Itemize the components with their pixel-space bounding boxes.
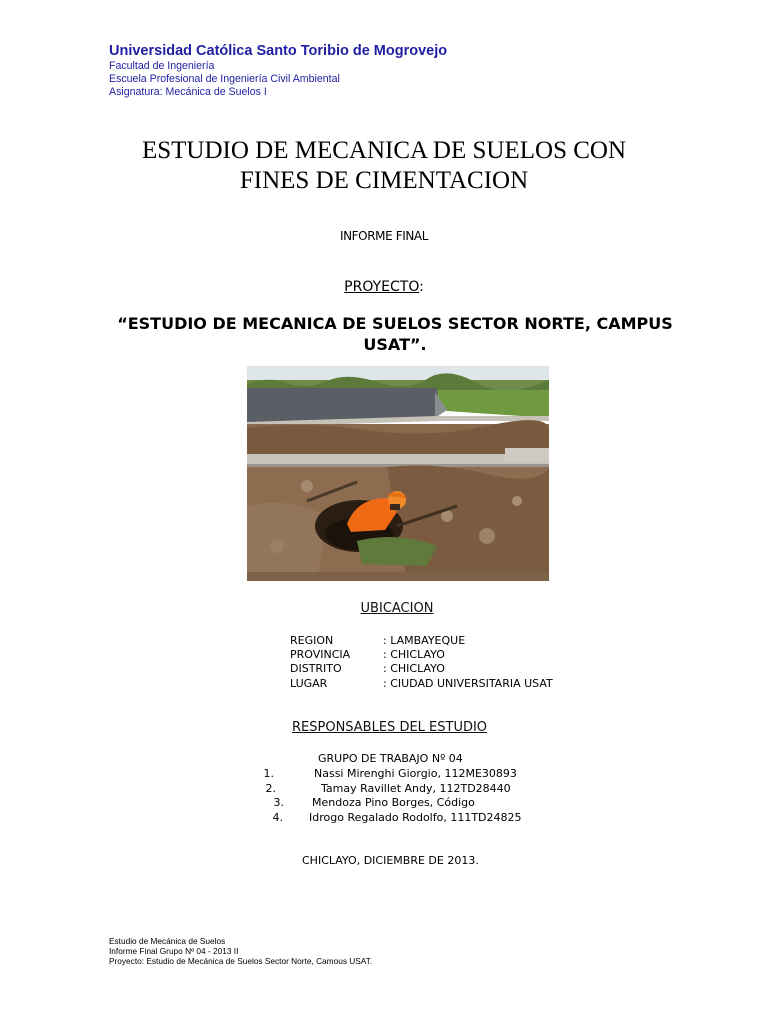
project-name-line-2: USAT”.	[363, 335, 427, 354]
location-key: LUGAR	[290, 677, 328, 690]
member-item	[253, 811, 522, 825]
title-line-2: FINES DE CIMENTACION	[239, 167, 529, 194]
document-title	[0, 136, 768, 196]
university-name: Universidad Católica Santo Toribio de Mogrovejo	[109, 43, 448, 59]
location-row-province	[290, 648, 445, 662]
location-value: : CHICLAYO	[383, 648, 445, 661]
project-label-colon: :	[419, 279, 424, 295]
member-number: 4.	[272, 811, 283, 824]
location-key: REGION	[290, 634, 334, 647]
location-value: : CHICLAYO	[383, 662, 445, 675]
title-line-1: ESTUDIO DE MECANICA DE SUELOS CON	[141, 137, 627, 164]
member-text: Tamay Ravillet Andy, 112TD28440	[321, 782, 511, 795]
member-number: 2.	[265, 782, 276, 795]
location-key: PROVINCIA	[290, 648, 351, 661]
project-label-text: PROYECTO	[344, 279, 420, 295]
location-heading: UBICACION	[360, 601, 434, 616]
school-name: Escuela Profesional de Ingeniería Civil Ambiental	[109, 73, 340, 85]
report-type: INFORME FINAL	[339, 229, 429, 243]
member-text: Idrogo Regalado Rodolfo, 111TD24825	[309, 811, 522, 824]
member-text: Mendoza Pino Borges, Código	[312, 796, 475, 809]
place-date: CHICLAYO, DICIEMBRE DE 2013.	[302, 854, 479, 867]
member-item	[254, 796, 475, 810]
responsibles-heading: RESPONSABLES DEL ESTUDIO	[292, 720, 488, 735]
footer-line-2: Informe Final Grupo Nº 04 - 2013 II	[109, 946, 239, 956]
site-photo	[247, 366, 549, 581]
location-value: : CIUDAD UNIVERSITARIA USAT	[383, 677, 553, 690]
footer-line-1: Estudio de Mecánica de Suelos	[109, 936, 226, 946]
member-number: 1.	[263, 767, 274, 780]
project-label	[0, 279, 768, 295]
member-item	[246, 782, 511, 796]
project-name-line-1: “ESTUDIO DE MECANICA DE SUELOS SECTOR NORTE, CAMPUS	[117, 314, 673, 333]
location-value: : LAMBAYEQUE	[383, 634, 466, 647]
footer-line-3: Proyecto: Estudio de Mecánica de Suelos Sector Norte, Camous USAT.	[109, 956, 373, 966]
subject-name: Asignatura: Mecánica de Suelos I	[109, 86, 267, 98]
location-row-region	[290, 634, 465, 648]
location-row-place	[290, 677, 553, 691]
location-key: DISTRITO	[290, 662, 342, 675]
member-number: 3.	[273, 796, 284, 809]
project-name	[100, 313, 690, 355]
location-row-district	[290, 662, 445, 676]
faculty-name: Facultad de Ingeniería	[109, 60, 215, 72]
work-group: GRUPO DE TRABAJO Nº 04	[318, 752, 463, 765]
member-text: Nassi Mirenghi Giorgio, 112ME30893	[314, 767, 517, 780]
member-item	[244, 767, 517, 781]
